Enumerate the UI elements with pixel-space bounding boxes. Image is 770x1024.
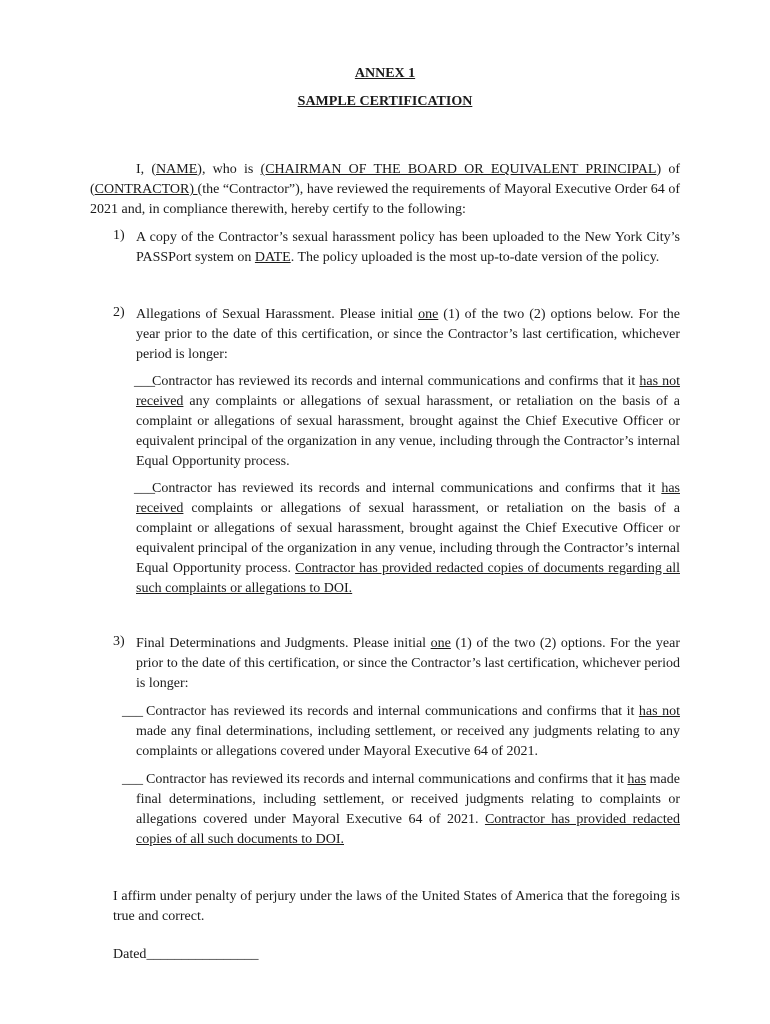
item-3-number: 3) <box>113 634 125 649</box>
item-3-option-a: ___ Contractor has reviewed its records and internal communications and confirms that it has not made any final determinations, including settlement, or received any judgments relating to any complaints or allegations covered under Mayoral Executive 64 of 2021. <box>136 702 680 762</box>
item-2-text: Allegations of Sexual Harassment. Please initial one (1) of the two (2) options below. For the year prior to the date of this certification, or since the Contractor’s last certification, whichever period is longer: <box>136 307 680 362</box>
dated-label: Dated <box>113 947 147 962</box>
date-field: DATE <box>254 250 291 265</box>
item-3-text: Final Determinations and Judgments. Please initial one (1) of the two (2) options. For the year prior to the date of this certification, or since the Contractor’s last certification, whichever period is longer: <box>136 636 680 691</box>
item-2-option-b: ___ Contractor has reviewed its records and internal communications and confirms that it has received complaints or allegations of sexual harassment, or retaliation on the basis of a complaint or allegations of sexual harassment, brought against the Chief Executive Officer or equivalent principal of the organization in any venue, including through the Contractor’s internal Equal Opportunity process. Contractor has provided redacted copies of documents regarding all such complaints or allegations to DOI. <box>136 479 680 599</box>
contractor-field: CONTRACTOR) <box>94 182 198 197</box>
name-field: NAME <box>156 162 198 177</box>
dated-field[interactable]: ________________ <box>146 947 259 962</box>
initial-blank[interactable]: ___ <box>134 481 155 496</box>
dated-line <box>113 945 258 965</box>
page-title: SAMPLE CERTIFICATION <box>297 94 473 109</box>
initial-blank[interactable]: ___ <box>134 374 155 389</box>
affirmation: I affirm under penalty of perjury under the laws of the United States of America that the foregoing is true and correct. <box>113 889 680 924</box>
initial-blank[interactable]: ___ <box>122 704 143 719</box>
item-1-number: 1) <box>113 228 125 243</box>
item-1-text: A copy of the Contractor’s sexual harassment policy has been uploaded to the New York City’s PASSPort system on DATE. The policy uploaded is the most up-to-date version of the policy. <box>136 230 680 265</box>
role-field: (CHAIRMAN OF THE BOARD OR EQUIVALENT PRINCIPAL <box>260 162 657 177</box>
item-3-option-b: ___ Contractor has reviewed its records and internal communications and confirms that it has made final determinations, including settlement, or received judgments relating to complaints or allegations covered under Mayoral Executive 64 of 2021. Contractor has provided redacted copies of all such documents to DOI. <box>136 770 680 850</box>
intro-paragraph: I, (NAME), who is (CHAIRMAN OF THE BOARD OR EQUIVALENT PRINCIPAL) of (CONTRACTOR) (the “Contractor”), have reviewed the requirements of Mayoral Executive Order 64 of 2021 and, in compliance therewith, hereby certify to the following: <box>90 162 681 217</box>
item-2-option-a: ___ Contractor has reviewed its records and internal communications and confirms that it has not received any complaints or allegations of sexual harassment, or retaliation on the basis of a complaint or allegations of sexual harassment, brought against the Chief Executive Officer or equivalent principal of the organization in any venue, including through the Contractor’s internal Equal Opportunity process. <box>136 372 680 472</box>
initial-blank[interactable]: ___ <box>122 772 143 787</box>
annex-title: ANNEX 1 <box>354 66 416 81</box>
item-2-number: 2) <box>113 305 125 320</box>
